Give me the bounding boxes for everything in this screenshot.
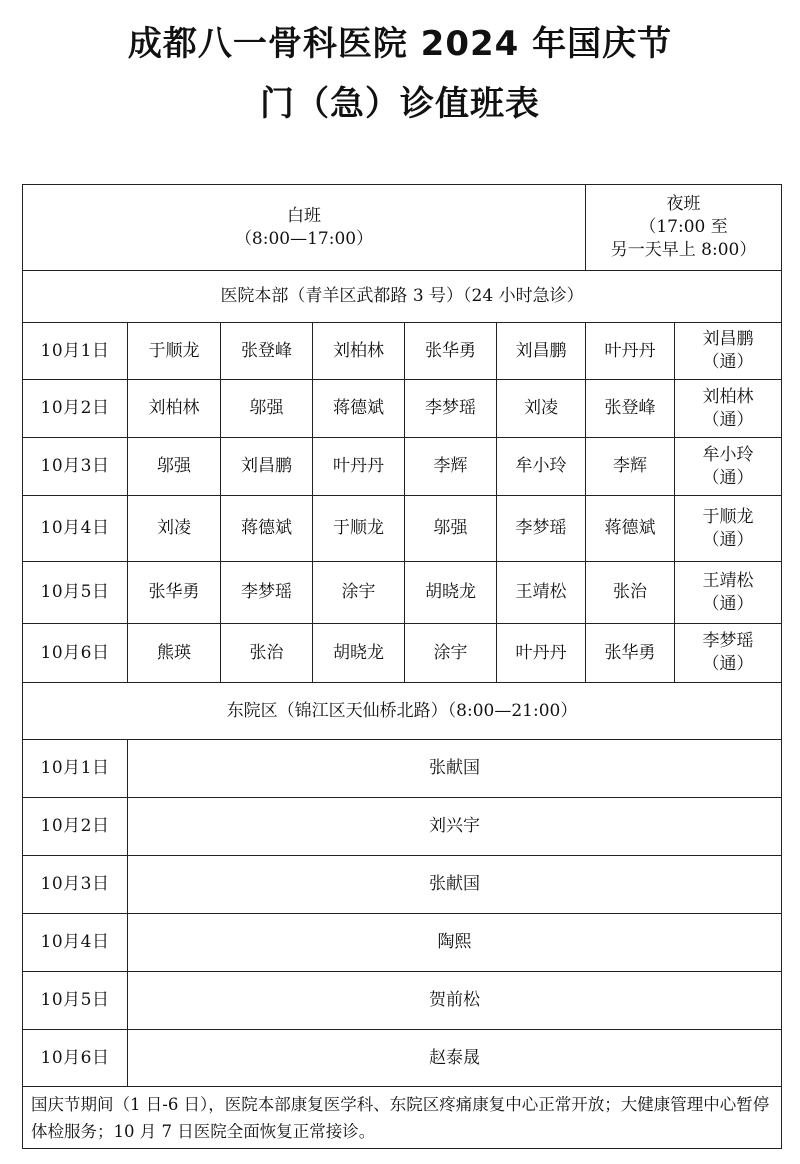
doctor-cell: 张治: [221, 624, 313, 683]
doctor-cell: 陶熙: [128, 914, 782, 972]
date-cell: 10月5日: [23, 972, 128, 1030]
night-shift-label: 夜班: [666, 194, 701, 214]
date-cell: 10月3日: [23, 856, 128, 914]
doctor-cell: 张献国: [128, 856, 782, 914]
night-doctor-cell: [675, 496, 782, 562]
table-row: [23, 380, 782, 438]
doctor-cell: 刘凌: [128, 496, 221, 562]
main-campus-heading-row: [23, 271, 782, 323]
doctor-cell: 赵泰晟: [128, 1030, 782, 1087]
doctor-cell: 于顺龙: [128, 323, 221, 380]
table-row: [23, 972, 782, 1030]
date-cell: 10月3日: [23, 438, 128, 496]
day-shift-time: （8:00—17:00）: [234, 228, 374, 249]
duty-roster-table: [22, 184, 782, 1149]
day-shift-header: [23, 185, 586, 271]
doctor-cell: 李梦瑶: [221, 562, 313, 624]
main-campus-heading: 医院本部（青羊区武都路 3 号）（24 小时急诊）: [23, 271, 782, 323]
note-row: [23, 1087, 782, 1149]
doctor-cell: 李梦瑶: [497, 496, 586, 562]
date-cell: 10月1日: [23, 740, 128, 798]
doctor-cell: 蒋德斌: [221, 496, 313, 562]
doctor-cell: 贺前松: [128, 972, 782, 1030]
date-cell: 10月2日: [23, 380, 128, 438]
night-shift-time-line2: 另一天早上 8:00）: [610, 240, 757, 260]
night-shift-header: [586, 185, 782, 271]
day-shift-label: 白班: [287, 205, 322, 226]
night-doctor-name: 刘昌鹏: [702, 329, 754, 349]
doctor-cell: 熊瑛: [128, 624, 221, 683]
night-doctor-name: 李梦瑶: [702, 631, 754, 651]
table-row: [23, 914, 782, 972]
doctor-cell: 刘昌鹏: [497, 323, 586, 380]
table-row: [23, 438, 782, 496]
table-row: [23, 856, 782, 914]
night-doctor-name: 牟小玲: [702, 444, 754, 465]
night-doctor-cell: [675, 438, 782, 496]
doctor-cell: 刘柏林: [313, 323, 405, 380]
table-row: [23, 740, 782, 798]
doctor-cell: 李辉: [586, 438, 675, 496]
shift-header-row: [23, 185, 782, 271]
table-row: [23, 562, 782, 624]
night-doctor-note: （通）: [702, 529, 754, 550]
date-cell: 10月4日: [23, 496, 128, 562]
doctor-cell: 于顺龙: [313, 496, 405, 562]
doctor-cell: 叶丹丹: [497, 624, 586, 683]
doctor-cell: 李辉: [405, 438, 497, 496]
doctor-cell: 张华勇: [405, 323, 497, 380]
doctor-cell: 蒋德斌: [313, 380, 405, 438]
table-row: [23, 798, 782, 856]
east-campus-heading-row: [23, 683, 782, 740]
table-row: [23, 1030, 782, 1087]
doctor-cell: 胡晓龙: [313, 624, 405, 683]
night-doctor-name: 王靖松: [702, 570, 754, 591]
night-doctor-note: （通）: [702, 409, 754, 430]
doctor-cell: 邬强: [405, 496, 497, 562]
date-cell: 10月6日: [23, 624, 128, 683]
doctor-cell: 张登峰: [586, 380, 675, 438]
table-row: [23, 496, 782, 562]
doctor-cell: 刘昌鹏: [221, 438, 313, 496]
night-doctor-cell: [675, 562, 782, 624]
doctor-cell: 叶丹丹: [586, 323, 675, 380]
doctor-cell: 邬强: [221, 380, 313, 438]
doctor-cell: 张登峰: [221, 323, 313, 380]
east-campus-heading: 东院区（锦江区天仙桥北路）（8:00—21:00）: [23, 683, 782, 740]
date-cell: 10月6日: [23, 1030, 128, 1087]
table-row: [23, 624, 782, 683]
doctor-cell: 邬强: [128, 438, 221, 496]
doctor-cell: 胡晓龙: [405, 562, 497, 624]
night-doctor-name: 于顺龙: [702, 506, 754, 527]
doctor-cell: 张华勇: [128, 562, 221, 624]
night-shift-time-line1: （17:00 至: [639, 217, 728, 237]
doctor-cell: 张治: [586, 562, 675, 624]
doctor-cell: 李梦瑶: [405, 380, 497, 438]
date-cell: 10月5日: [23, 562, 128, 624]
date-cell: 10月4日: [23, 914, 128, 972]
doctor-cell: 王靖松: [497, 562, 586, 624]
page-subtitle: 门（急）诊值班表: [260, 84, 540, 124]
doctor-cell: 刘凌: [497, 380, 586, 438]
doctor-cell: 刘兴宇: [128, 798, 782, 856]
doctor-cell: 刘柏林: [128, 380, 221, 438]
table-row: [23, 323, 782, 380]
date-cell: 10月1日: [23, 323, 128, 380]
holiday-note: 国庆节期间（1 日-6 日），医院本部康复医学科、东院区疼痛康复中心正常开放；大健康管理中心暂停体检服务；10 月 7 日医院全面恢复正常接诊。: [23, 1087, 782, 1149]
date-cell: 10月2日: [23, 798, 128, 856]
night-doctor-note: （通）: [702, 654, 754, 674]
doctor-cell: 张献国: [128, 740, 782, 798]
night-doctor-note: （通）: [702, 467, 754, 488]
doctor-cell: 张华勇: [586, 624, 675, 683]
doctor-cell: 叶丹丹: [313, 438, 405, 496]
night-doctor-name: 刘柏林: [702, 386, 754, 407]
doctor-cell: 涂宇: [405, 624, 497, 683]
night-doctor-cell: [675, 380, 782, 438]
doctor-cell: 蒋德斌: [586, 496, 675, 562]
night-doctor-cell: [675, 323, 782, 380]
doctor-cell: 涂宇: [313, 562, 405, 624]
night-doctor-cell: [675, 624, 782, 683]
doctor-cell: 牟小玲: [497, 438, 586, 496]
night-doctor-note: （通）: [702, 593, 754, 614]
night-doctor-note: （通）: [702, 352, 754, 372]
page-title: 成都八一骨科医院 2024 年国庆节: [127, 24, 673, 64]
